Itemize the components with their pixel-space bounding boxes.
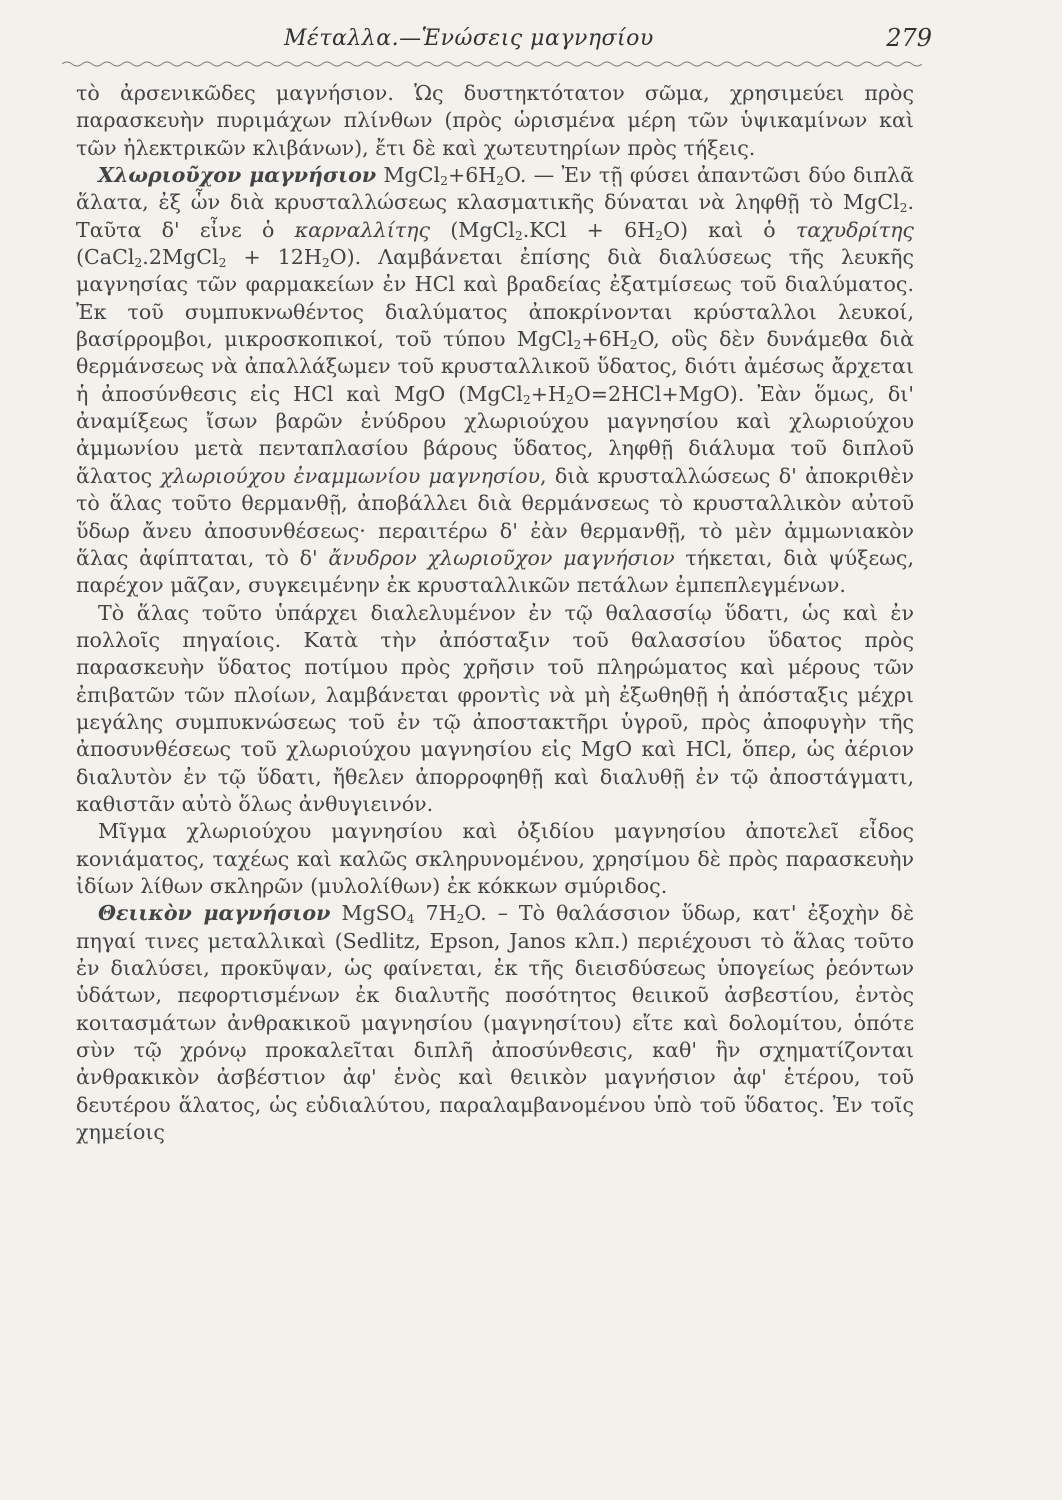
text-run: .2MgCl: [142, 245, 219, 270]
text-run: MgCl: [376, 163, 441, 188]
text-run: O. — Ἐν τῇ φύσει ἀπαντῶσι δύο διπλᾶ ἅλατα, ἐξ ὧν διὰ κρυσταλλώσεως κλασματικῆς δύναται νὰ ληφθῇ τὸ MgCl: [76, 163, 914, 215]
text-run: .KCl + 6H: [522, 217, 656, 242]
text-run: (MgCl: [430, 217, 515, 242]
text-run: τὸ ἀρσενικῶδες μαγνήσιον. Ὡς δυστηκτότατον σῶμα, χρησιμεύει πρὸς παρασκευὴν πυριμάχων πλίνθων (πρὸς ὡρισμένα μέρη τῶν ὑψικαμίνων καὶ τῶν ἠλεκτρικῶν κλιβάνων), ἔτι δὲ καὶ χωτευτηρίων πρὸς τήξεις.: [76, 81, 914, 160]
subscript-digit: 2: [899, 201, 908, 216]
subscript-digit: 2: [655, 228, 664, 243]
paragraph-magnesium-chloride: [76, 162, 914, 600]
paragraph-magnesia-cement: [76, 818, 914, 900]
subscript-digit: 2: [321, 256, 330, 271]
text-run: . Ταῦτα δ' εἶνε ὁ: [76, 190, 914, 242]
body-text: [76, 80, 914, 1146]
emphasized-term: χλωριούχου ἐναμμωνίου μαγνησίου: [160, 463, 541, 488]
emphasized-term: ταχυδρίτης: [795, 217, 914, 242]
subscript-digit: 2: [456, 912, 465, 927]
text-run: O=2HCl+MgO). Ἐὰν ὅμως, δι' ἀναμίξεως ἴσων βαρῶν ἐνύδρου χλωριούχου μαγνησίου καὶ χλωριούχου ἀμμωνίου μετὰ πενταπλασίου βάρους ὕδατος, ληφθῇ διάλυμα τοῦ διπλοῦ ἅλατος: [76, 381, 914, 488]
text-run: Μῖγμα χλωριούχου μαγνησίου καὶ ὀξιδίου μαγνησίου ἀποτελεῖ εἶδος κονιάματος, ταχέως καὶ καλῶς σκληρυνομένου, χρησίμου δὲ πρὸς παρασκευὴν ἰδίων λίθων σκληρῶν (μυλολίθων) ἐκ κόκκων σμύριδος.: [76, 819, 914, 898]
subscript-digit: 4: [406, 912, 415, 927]
paragraph-arsenide: [76, 80, 914, 162]
subscript-digit: 2: [218, 256, 227, 271]
emphasized-term: Χλωριοῦχον μαγνήσιον: [98, 163, 377, 188]
subscript-digit: 2: [496, 174, 505, 189]
text-run: MgSO: [330, 901, 407, 926]
subscript-digit: 2: [134, 256, 143, 271]
emphasized-term: ἄνυδρον χλωριοῦχον μαγνήσιον: [328, 545, 675, 570]
paragraph-seawater-distillation: [76, 600, 914, 819]
text-run: (CaCl: [76, 245, 135, 270]
text-run: τήκεται, διὰ ψύξεως, παρέχον μᾶζαν, συγκειμένην ἐκ κρυσταλλικῶν πετάλων ἐμπεπλεγμένων.: [76, 545, 915, 598]
text-run: O. – Τὸ θαλάσσιον ὕδωρ, κατ' ἐξοχὴν δὲ πηγαί τινες μεταλλικαὶ (Sedlitz, Epson, Janos κλπ.) περιέχουσι τὸ ἅλας τοῦτο ἐν διαλύσει, προκῦψαν, ὡς φαίνεται, ἐκ τῆς διεισδύσεως ὑπογείως ῥεόντων ὑδάτων, πεφορτισμένων ἐκ διαλυτῆς ποσότητος θειικοῦ ἀσβεστίου, ἐντὸς κοιτασμάτων ἀνθρακικοῦ μαγνησίου (μαγνησίτου) εἴτε καὶ δολομίτου, ὁπότε σὺν τῷ χρόνῳ προκαλεῖται διπλῆ ἀποσύνθεσις, καθ' ἣν σχηματίζονται ἀνθρακικὸν ἀσβέστιον ἀφ' ἑνὸς καὶ θειικὸν μαγνήσιον ἀφ' ἑτέρου, τοῦ δευτέρου ἅλατος, ὡς εὐδιαλύτου, παραλαμβανομένου ὑπὸ τοῦ ὕδατος. Ἐν τοῖς χημείοις: [76, 901, 914, 1145]
emphasized-term: Θειικὸν μαγνήσιον: [98, 901, 331, 926]
subscript-digit: 2: [440, 174, 448, 189]
text-run: +H: [530, 381, 566, 406]
text-run: O) καὶ ὁ: [663, 217, 796, 242]
decorative-header-rule: [62, 58, 922, 68]
subscript-digit: 2: [522, 392, 531, 407]
text-run: Τὸ ἅλας τοῦτο ὑπάρχει διαλελυμένον ἐν τῷ θαλασσίῳ ὕδατι, ὡς καὶ ἐν πολλοῖς πηγαίοις. Κατὰ τὴν ἀπόσταξιν τοῦ θαλασσίου ὕδατος πρὸς παρασκευὴν ὕδατος ποτίμου πρὸς χρῆσιν τοῦ πληρώματος καὶ μέρους τῶν ἐπιβατῶν τῶν πλοίων, λαμβάνεται φροντὶς νὰ μὴ ἐξωθηθῇ ἡ ἀπόσταξις μέχρι μεγάλης συμπυκνώσεως τοῦ ἐν τῷ ἀποστακτῆρι ὑγροῦ, πρὸς ἀποφυγὴν τῆς ἀποσυνθέσεως τοῦ χλωριούχου μαγνησίου εἰς MgO καὶ HCl, ὅπερ, ὡς ἀέριον διαλυτὸν ἐν τῷ ὕδατι, ἤθελεν ἀπορροφηθῇ καὶ διαλυθῇ ἐν τῷ ἀποστάγματι, καθιστᾶν αὐτὸ ὅλως ἀνθυγιεινόν.: [76, 600, 914, 816]
paragraph-magnesium-sulfate: [76, 900, 914, 1146]
text-run: + 12H: [226, 245, 322, 270]
subscript-digit: 2: [573, 338, 582, 353]
page-number: 279: [886, 24, 932, 52]
page-header: [62, 18, 932, 60]
text-run: 7H: [414, 901, 457, 926]
emphasized-term: καρναλλίτης: [294, 217, 431, 242]
subscript-digit: 2: [514, 228, 523, 243]
running-title: Μέταλλα.—Ἑνώσεις μαγνησίου: [284, 26, 654, 51]
subscript-digit: 2: [629, 338, 638, 353]
text-run: , διὰ κρυσταλλώσεως δ' ἀποκριθὲν τὸ ἅλας τοῦτο θερμανθῇ, ἀποβάλλει διὰ θερμάνσεως τὸ κρυσταλλικὸν αὐτοῦ ὕδωρ ἄνευ ἀποσυνθέσεως· περαιτέρω δ' ἐὰν θερμανθῇ, τὸ μὲν ἀμμωνιακὸν ἅλας ἀφίπταται, τὸ δ': [76, 463, 914, 570]
subscript-digit: 2: [565, 392, 574, 407]
text-run: O, οὓς δὲν δυνάμεθα διὰ θερμάνσεως νὰ ἀπαλλάξωμεν τοῦ κρυσταλλικοῦ ὕδατος, διότι ἀμέσως ἄρχεται ἡ ἀποσύνθεσις εἰς HCl καὶ MgO (MgCl: [76, 327, 914, 406]
text-run: O). Λαμβάνεται ἐπίσης διὰ διαλύσεως τῆς λευκῆς μαγνησίας τῶν φαρμακείων ἐν HCl καὶ βραδείας ἐξατμίσεως τοῦ διαλύματος. Ἐκ τοῦ συμπυκνωθέντος διαλύματος ἀποκρίνονται κρύσταλλοι λευκοί, βασίρρομβοι, μικροσκοπικοί, τοῦ τύπου MgCl: [76, 245, 914, 352]
text-run: +6H: [581, 327, 630, 352]
text-run: +6H: [447, 163, 497, 188]
